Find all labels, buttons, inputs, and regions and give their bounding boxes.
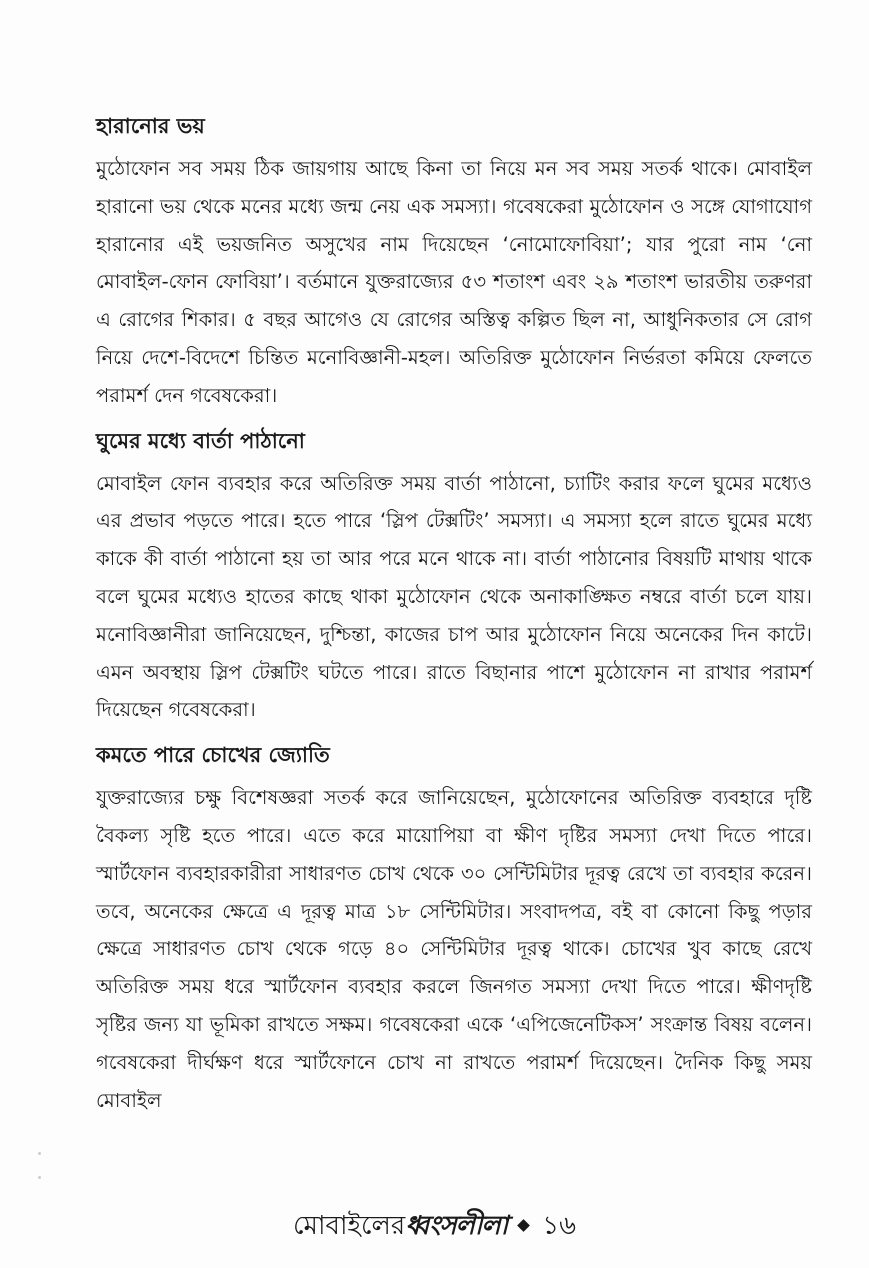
page-footer [0, 1206, 869, 1246]
section-heading: হারানোর ভয় [96, 114, 205, 138]
section-paragraph: যুক্তরাজ্যের চক্ষু বিশেষজ্ঞরা সতর্ক করে জানিয়েছেন, মুঠোফোনের অতিরিক্ত ব্যবহারে দৃষ্টি বৈকল্য সৃষ্টি হতে পারে। এতে করে মায়োপিয়া বা ক্ষীণ দৃষ্টির সমস্যা দেখা দিতে পারে। স্মার্টফোন ব্যবহারকারীরা সাধারণত চোখ থেকে ৩০ সেন্টিমিটার দূরত্ব রেখে তা ব্যবহার করেন। তবে, অনেকের ক্ষেত্রে এ দূরত্ব মাত্র ১৮ সেন্টিমিটার। সংবাদপত্র, বই বা কোনো কিছু পড়ার ক্ষেত্রে সাধারণত চোখ থেকে গড়ে ৪০ সেন্টিমিটার দূরত্ব থাকে। চোখের খুব কাছে রেখে অতিরিক্ত সময় ধরে স্মার্টফোন ব্যবহার করলে জিনগত সমস্যা দেখা দিতে পারে। ক্ষীণদৃষ্টি সৃষ্টির জন্য যা ভূমিকা রাখতে সক্ষম। গবেষকেরা একে ‘এপিজেনেটিকস’ সংক্রান্ত বিষয় বলেন। গবেষকেরা দীর্ঘক্ষণ ধরে স্মার্টফোনে চোখ না রাখতে পরামর্শ দিয়েছেন। দৈনিক কিছু সময় মোবাইল [96, 786, 812, 1112]
section-heading: ঘুমের মধ্যে বার্তা পাঠানো [96, 428, 305, 453]
section-eyesight [96, 741, 812, 1119]
section-fear-of-losing [96, 112, 812, 415]
section-sleep-texting [96, 427, 812, 730]
section-paragraph: মুঠোফোন সব সময় ঠিক জায়গায় আছে কিনা তা নিয়ে মন সব সময় সতর্ক থাকে। মোবাইল হারানো ভয় থেকে মনের মধ্যে জন্ম নেয় এক সমস্যা। গবেষকেরা মুঠোফোন ও সঙ্গে যোগাযোগ হারানোর এই ভয়জনিত অসুখের নাম দিয়েছেন ‘নোমোফোবিয়া’; যার পুরো নাম ‘নো মোবাইল-ফোন ফোবিয়া’। বর্তমানে যুক্তরাজ্যের ৫৩ শতাংশ এবং ২৯ শতাংশ ভারতীয় তরুণরা এ রোগের শিকার। ৫ বছর আগেও যে রোগের অস্তিত্ব কল্পিত ছিল না, আধুনিকতার সে রোগ নিয়ে দেশে-বিদেশে চিন্তিত মনোবিজ্ঞানী-মহল। অতিরিক্ত মুঠোফোন নির্ভরতা কমিয়ে ফেলতে পরামর্শ দেন গবেষকেরা। [96, 157, 812, 407]
section-heading: কমতে পারে চোখের জ্যোতি [96, 743, 330, 768]
section-paragraph: মোবাইল ফোন ব্যবহার করে অতিরিক্ত সময় বার্তা পাঠানো, চ্যাটিং করার ফলে ঘুমের মধ্যেও এর প্রভাব পড়তে পারে। হতে পারে ‘স্লিপ টেক্সটিং’ সমস্যা। এ সমস্যা হলে রাতে ঘুমের মধ্যে কাকে কী বার্তা পাঠানো হয় তা আর পরে মনে থাকে না। বার্তা পাঠানোর বিষয়টি মাথায় থাকে বলে ঘুমের মধ্যেও হাতের কাছে থাকা মুঠোফোন থেকে অনাকাঙ্ক্ষিত নম্বরে বার্তা চলে যায়। মনোবিজ্ঞানীরা জানিয়েছেন, দুশ্চিন্তা, কাজের চাপ আর মুঠোফোন নিয়ে অনেকের দিন কাটে। এমন অবস্থায় স্লিপ টেক্সটিং ঘটতে পারে। রাতে বিছানার পাশে মুঠোফোন না রাখার পরামর্শ দিয়েছেন গবেষকেরা। [96, 471, 812, 722]
footer-bullet [517, 1219, 530, 1232]
scan-speck [38, 1152, 41, 1155]
footer-book-title-stylized: ধ্বংসলীলা [405, 1211, 508, 1241]
page-body [96, 112, 812, 1131]
page-number: ১৬ [542, 1211, 576, 1241]
scan-speck [38, 1176, 41, 1179]
footer-book-title: মোবাইলের [293, 1211, 406, 1241]
